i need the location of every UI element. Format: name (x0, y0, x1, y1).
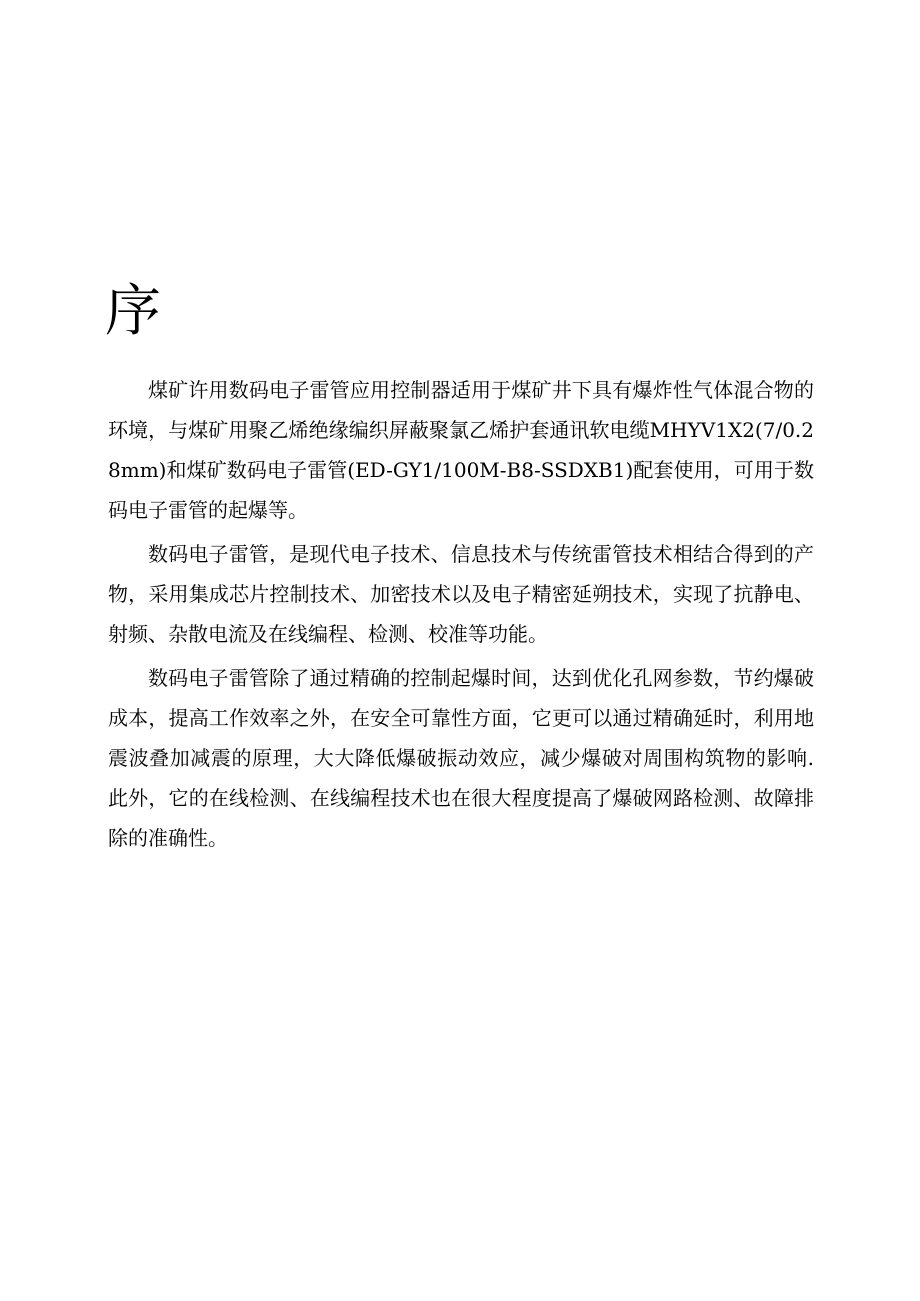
paragraph-intro: 煤矿许用数码电子雷管应用控制器适用于煤矿井下具有爆炸性气体混合物的环境，与煤矿用聚乙烯绝缘编织屏蔽聚氯乙烯护套通讯软电缆MHYV1X2(7/0.28mm)和煤矿数码电子雷管(ED-GY1/100M-B8-SSDXB1)配套使用，可用于数码电子雷管的起爆等。 (108, 378, 814, 522)
document-body (108, 370, 814, 858)
page-title: 序 (105, 279, 161, 344)
paragraph-advantages: 数码电子雷管除了通过精确的控制起爆时间，达到优化孔网参数，节约爆破成本，提高工作效率之外，在安全可靠性方面，它更可以通过精确延时，利用地震波叠加减震的原理，大大降低爆破振动效应，减少爆破对周围构筑物的影响.此外，它的在线检测、在线编程技术也在很大程度提高了爆破网路检测、故障排除的准确性。 (108, 666, 814, 850)
paragraph-definition: 数码电子雷管，是现代电子技术、信息技术与传统雷管技术相结合得到的产物，采用集成芯片控制技术、加密技术以及电子精密延朔技术，实现了抗静电、射频、杂散电流及在线编程、检测、校准等功能。 (108, 542, 814, 646)
